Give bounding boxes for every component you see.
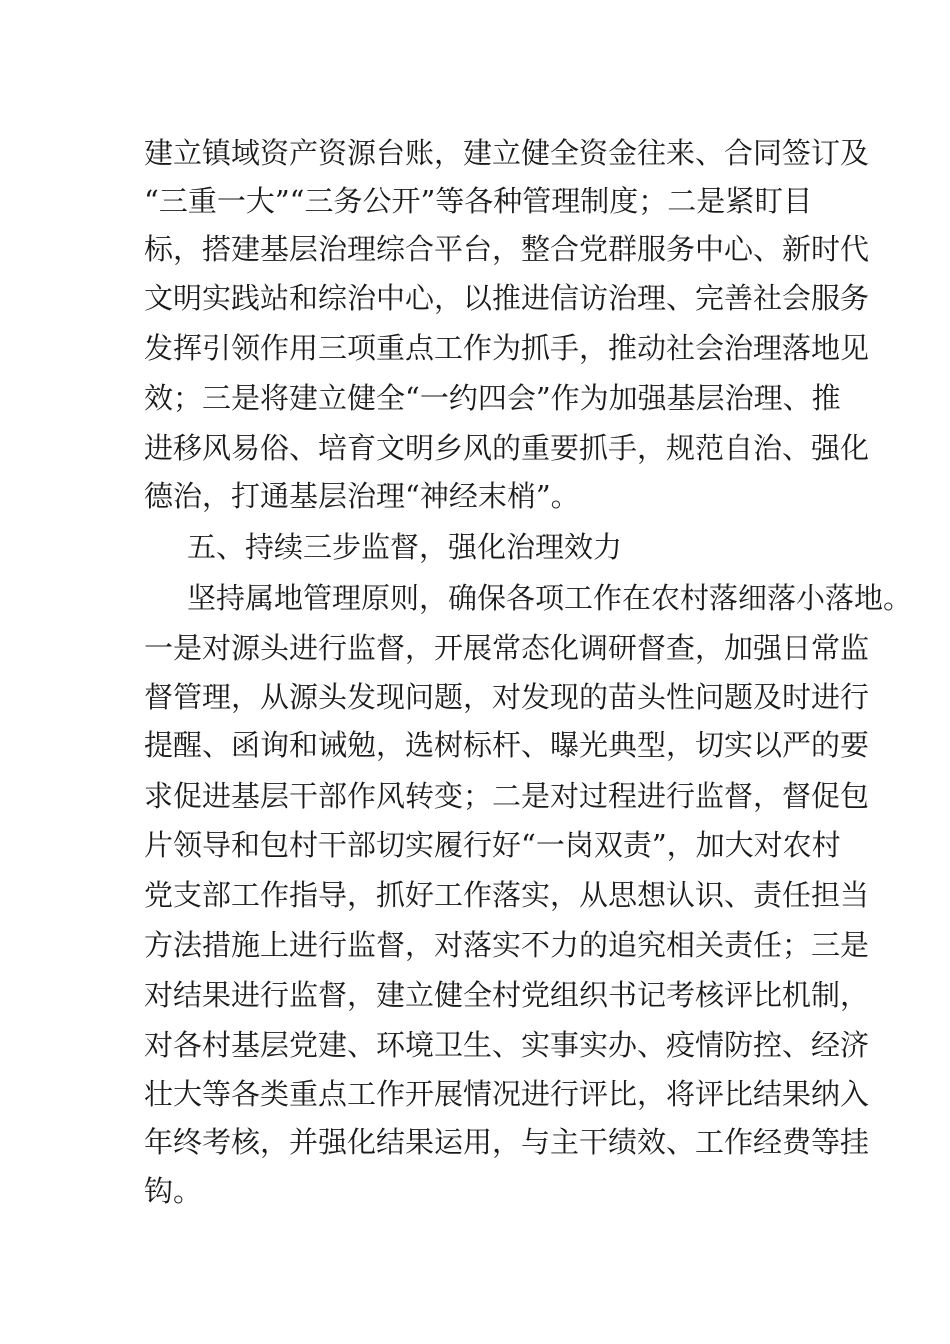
text-line: 年终考核，并强化结果运用，与主干绩效、工作经费等挂: [144, 1125, 870, 1159]
section-heading: 五、持续三步监督，强化治理效力: [187, 530, 623, 564]
text-line: 片领导和包村干部切实履行好“一岗双责”，加大对农村: [144, 828, 841, 862]
text-line: 钩。: [144, 1174, 203, 1208]
text-line: 坚持属地管理原则，确保各项工作在农村落细落小落地。: [187, 581, 913, 615]
text-line: 督管理，从源头发现问题，对发现的苗头性问题及时进行: [144, 680, 870, 714]
text-line: 一是对源头进行监督，开展常态化调研督查，加强日常监: [144, 631, 870, 665]
text-line: 对各村基层党建、环境卫生、实事实办、疫情防控、经济: [144, 1028, 870, 1062]
text-line: 对结果进行监督，建立健全村党组织书记考核评比机制，: [144, 978, 870, 1012]
text-line: 方法措施上进行监督，对落实不力的追究相关责任；三是: [144, 928, 870, 962]
text-line: 党支部工作指导，抓好工作落实，从思想认识、责任担当: [144, 878, 870, 912]
text-line: 壮大等各类重点工作开展情况进行评比，将评比结果纳入: [144, 1077, 870, 1111]
text-line: 效；三是将建立健全“一约四会”作为加强基层治理、推: [144, 381, 841, 415]
text-line: 发挥引领作用三项重点工作为抓手，推动社会治理落地见: [144, 331, 870, 365]
text-line: 提醒、函询和诫勉，选树标杆、曝光典型，切实以严的要: [144, 728, 870, 762]
text-line: 进移风易俗、培育文明乡风的重要抓手，规范自治、强化: [144, 431, 870, 465]
text-line: 求促进基层干部作风转变；二是对过程进行监督，督促包: [144, 779, 870, 813]
text-line: 文明实践站和综治中心，以推进信访治理、完善社会服务: [144, 281, 870, 315]
text-line: 德治，打通基层治理“神经末梢”。: [144, 479, 580, 513]
text-line: “三重一大”“三务公开”等各种管理制度；二是紧盯目: [144, 184, 813, 218]
text-line: 建立镇域资产资源台账，建立健全资金往来、合同签订及: [144, 136, 870, 170]
text-line: 标，搭建基层治理综合平台，整合党群服务中心、新时代: [144, 232, 870, 266]
